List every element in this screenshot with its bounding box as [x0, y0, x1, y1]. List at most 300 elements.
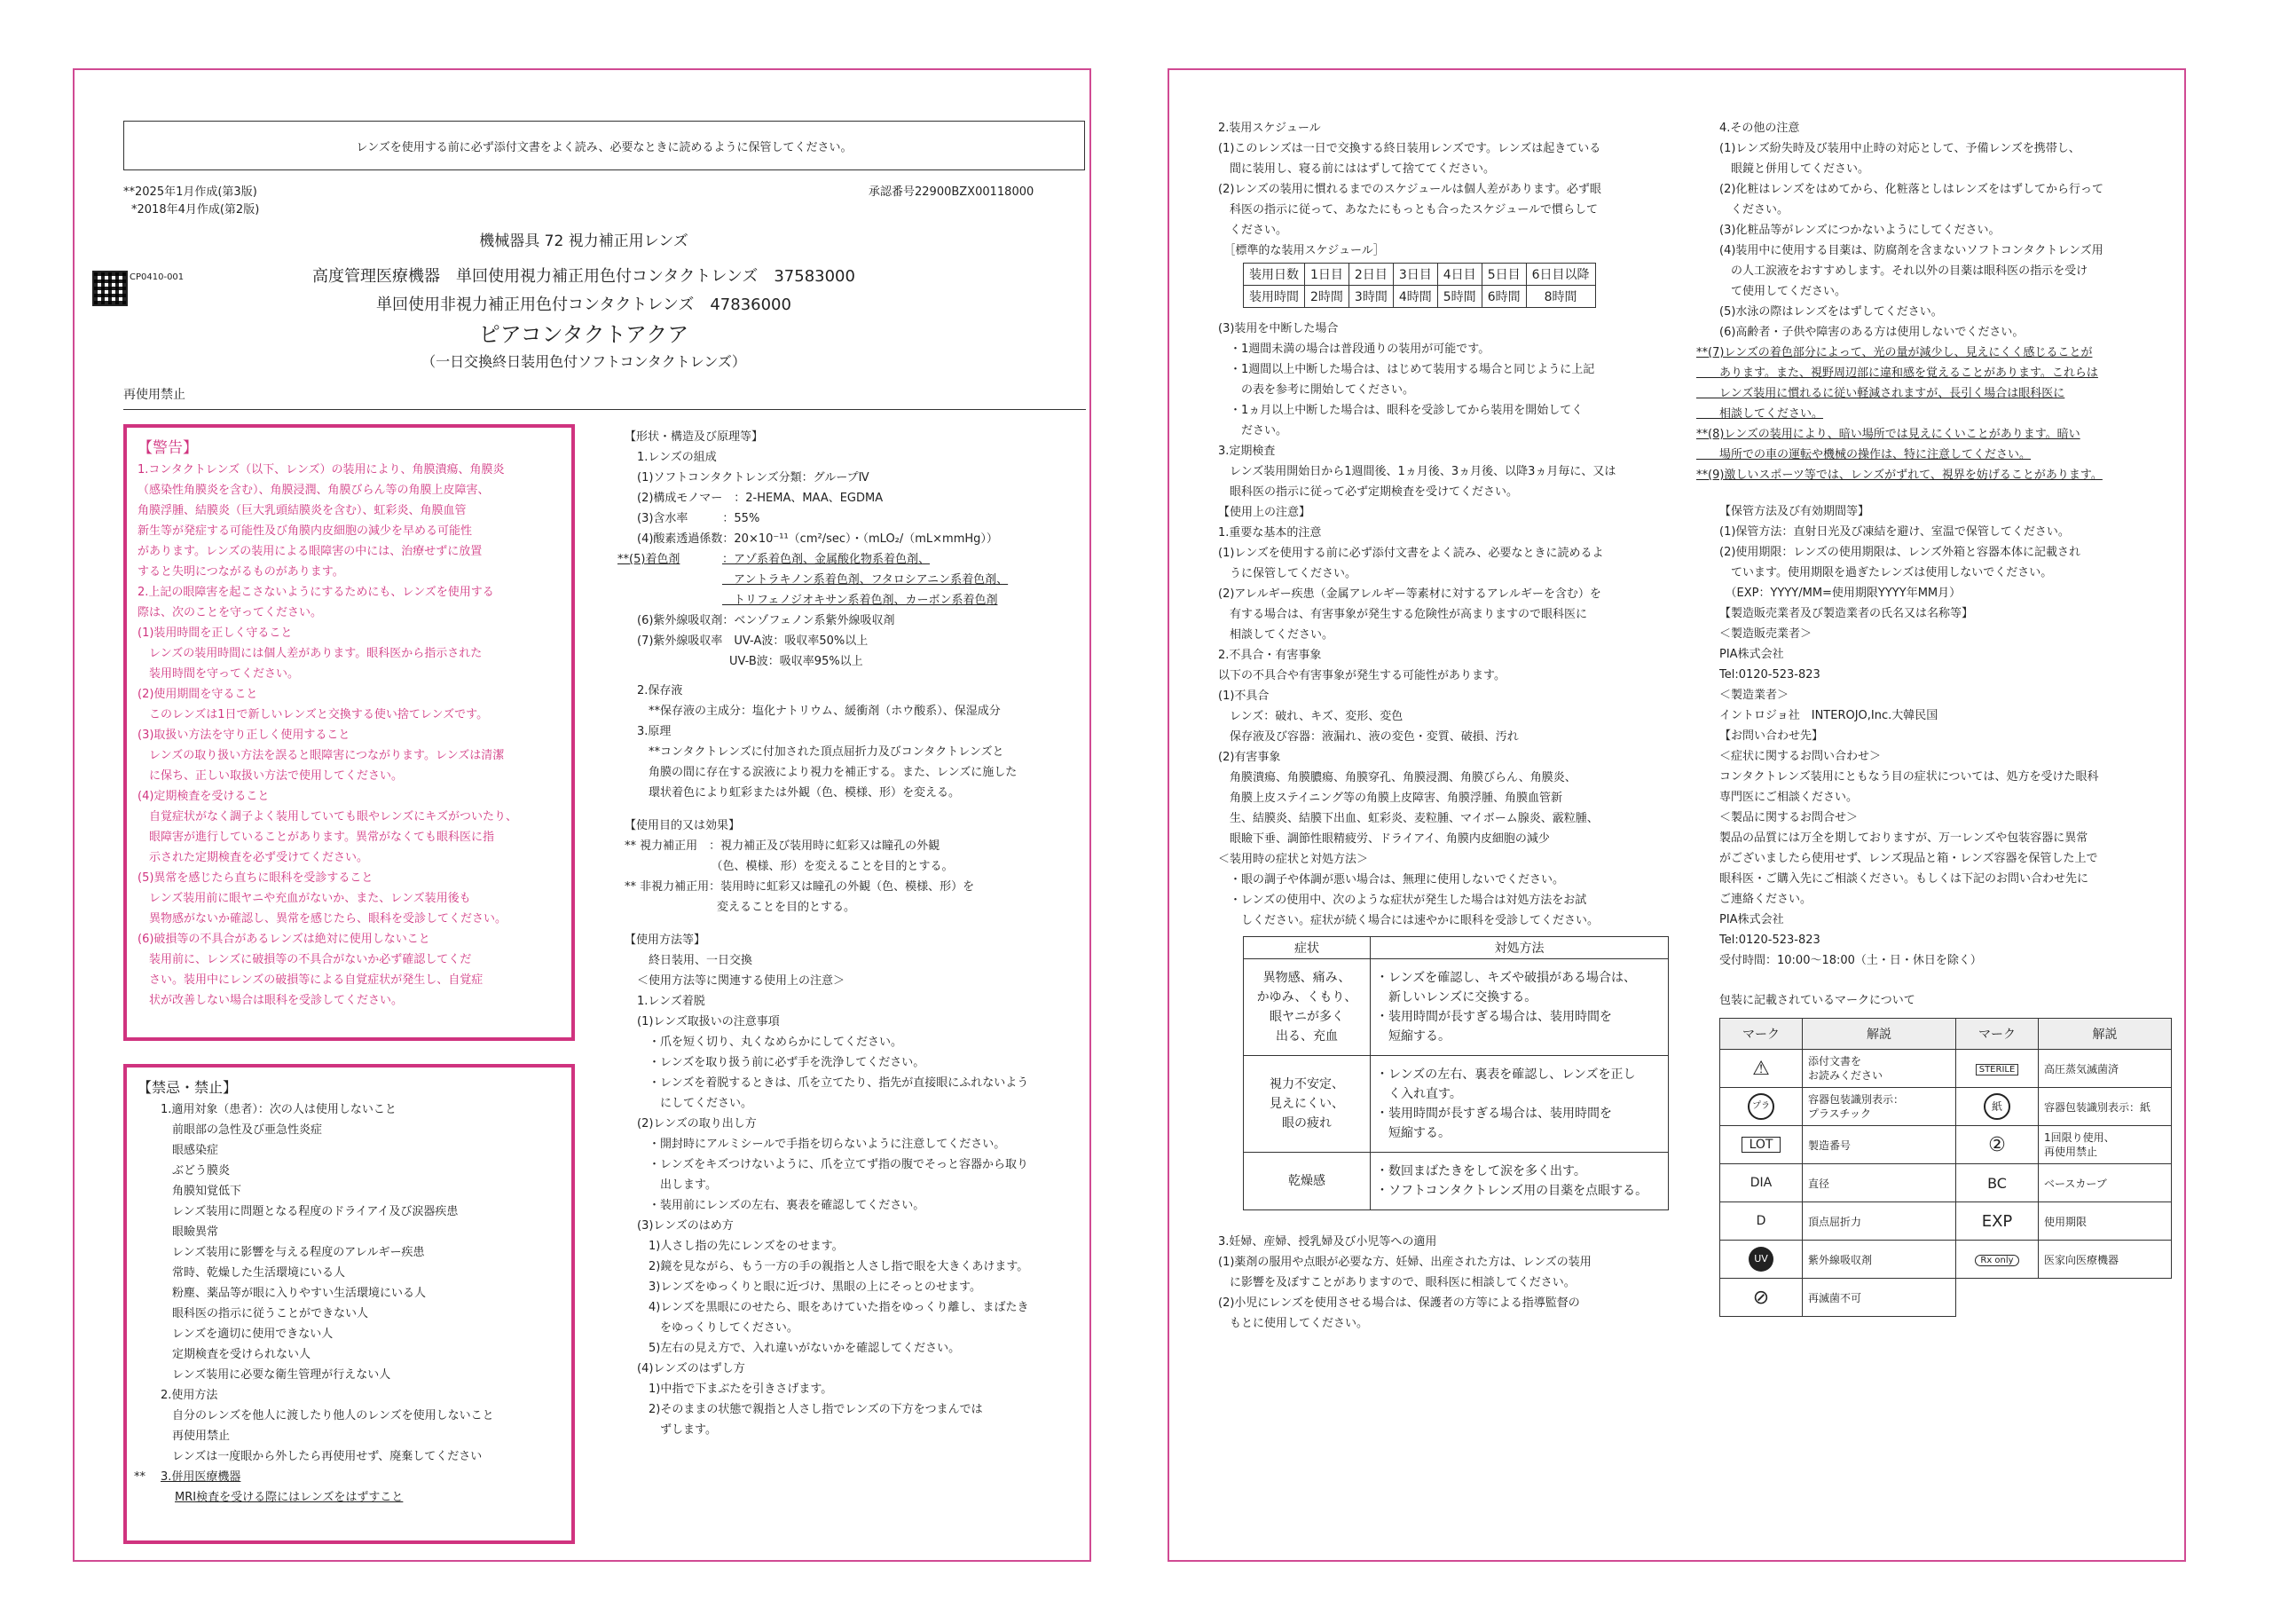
- storage-line: Tel:0120-523-823: [1719, 668, 1820, 682]
- symptom-text: かゆみ、くもり、: [1256, 990, 1357, 1005]
- mark-cell: [1956, 1241, 2039, 1279]
- table-cell: 装用日数: [1244, 264, 1305, 286]
- prohibition-line: 眼科医の指示に従うことができない人: [161, 1307, 369, 1320]
- warning-line: 2.上記の眼障害を起こさないようにするためにも、レンズを使用する: [138, 586, 494, 599]
- usage-line: 3)レンズをゆっくりと眼に近づけ、黒眼の上にそっとのせます。: [637, 1280, 981, 1294]
- shape-line: (4)酸素透過係数：20×10⁻¹¹（cm²/sec）・（mLO₂/（mL×mmHg））: [637, 532, 998, 546]
- warning-line: 眼障害が進行していることがあります。異常がなくても眼科医に指: [138, 831, 494, 844]
- storage-line: 眼科医・ご購入先にご相談ください。もしくは下記のお問い合わせ先に: [1719, 872, 2089, 886]
- symptom-text: 眼ヤニが多く: [1270, 1010, 1344, 1024]
- schedule-line: 1.重要な基本的注意: [1218, 526, 1322, 540]
- warning-line: 異物感がないか確認し、異常を感じたら、眼科を受診してください。: [138, 912, 507, 926]
- storage-line: 受付時間：10:00～18:00（土・日・休日を除く）: [1719, 954, 1982, 967]
- empty-cell: [2039, 1279, 2172, 1317]
- warning-line: 示された定期検査を必ず受けてください。: [138, 851, 369, 864]
- other-line: て使用してください。: [1719, 285, 1847, 298]
- prohibition-line: レンズ装用に必要な衛生管理が行えない人: [161, 1368, 391, 1382]
- schedule-line: 2.不具合・有害事象: [1218, 649, 1322, 662]
- prohibition-line: 前眼部の急性及び亜急性炎症: [161, 1123, 323, 1137]
- mark-desc: 添付文書を お読みください: [1803, 1050, 1956, 1088]
- schedule-line: レンズ：破れ、キズ、変形、変色: [1218, 710, 1404, 723]
- schedule-line: に影響を及ぼすことがありますので、眼科医に相談してください。: [1218, 1276, 1576, 1289]
- schedule-line: (1)このレンズは一日で交換する終日装用レンズです。レンズは起きている: [1218, 142, 1601, 155]
- table-row: [1720, 1088, 2172, 1126]
- prohibition-line: 眼感染症: [161, 1144, 219, 1157]
- usage-line: ＜使用方法等に関連する使用上の注意＞: [637, 974, 845, 988]
- warning-box: [123, 424, 575, 1041]
- usage-line: 4)レンズを黒眼にのせたら、眼をあけていた指をゆっくり離し、まばたき: [637, 1301, 1029, 1314]
- usage-line: (4)レンズのはずし方: [637, 1362, 745, 1375]
- paper-recycle-icon: 紙: [1984, 1093, 2010, 1120]
- approval-number: 承認番号22900BZX00118000: [869, 185, 1034, 199]
- purpose-line: 変えることを目的とする。: [625, 901, 856, 914]
- storage-list: [1719, 501, 2181, 971]
- plastic-recycle-icon: プラ: [1748, 1093, 1774, 1120]
- left-page: [73, 68, 1091, 1562]
- symptom-text: 異物感、痛み、: [1262, 971, 1351, 985]
- schedule-line: ください。: [1218, 224, 1288, 237]
- schedule-line: しください。症状が続く場合には速やかに眼科を受診してください。: [1218, 914, 1600, 927]
- storage-line: ご連絡ください。: [1719, 893, 1812, 906]
- usage-line: ・レンズを取り扱う前に必ず手を洗浄してください。: [637, 1056, 925, 1069]
- shape-line: (6)紫外線吸収剤：ベンゾフェノン系紫外線吸収剤: [637, 614, 895, 627]
- usage-line: ・爪を短く切り、丸くなめらかにしてください。: [637, 1036, 903, 1049]
- mark-desc: 再滅菌不可: [1803, 1279, 1956, 1317]
- starred-line: 相談してください。: [1696, 407, 1824, 421]
- storage-line: Tel:0120-523-823: [1719, 934, 1820, 947]
- sterile-icon: STERILE: [1976, 1064, 2019, 1075]
- shape-line: 1.レンズの組成: [637, 451, 717, 464]
- colorant-line: トリフェノジオキサン系着色剤、カーボン系着色剤: [722, 594, 998, 607]
- notice-text: レンズを使用する前に必ず添付文書をよく読み、必要なときに読めるように保管してください。: [356, 140, 853, 154]
- schedule-line: (1)薬剤の服用や点眼が必要な方、妊婦、出産された方は、レンズの装用: [1218, 1256, 1592, 1269]
- warning-line: (3)取扱い方法を守り正しく使用すること: [138, 729, 350, 742]
- symptom-text: 眼の疲れ: [1282, 1116, 1332, 1131]
- warning-line: レンズ装用前に眼ヤニや充血がないか、また、レンズ装用後も: [138, 892, 471, 905]
- usage-line: 1.レンズ着脱: [637, 995, 705, 1008]
- mark-desc: 頂点屈折力: [1803, 1202, 1956, 1241]
- starred-line: レンズ装用に慣れるに従い軽減されますが、長引く場合は眼科医に: [1696, 387, 2065, 400]
- purpose-line: ** 視力補正用 ：視力補正及び装用時に虹彩又は瞳孔の外観: [625, 839, 940, 853]
- table-row: [1244, 1153, 1669, 1210]
- colorant-line: アントラキノン系着色剤、フタロシアニン系着色剤、: [722, 573, 1009, 587]
- section-title: 【使用方法等】: [625, 934, 706, 947]
- schedule-line: 間に装用し、寝る前にははずして捨ててください。: [1218, 162, 1496, 176]
- caution-icon: ⚠: [1720, 1050, 1803, 1088]
- symptom-text: 乾燥感: [1288, 1174, 1325, 1188]
- schedule-line: (1)不具合: [1218, 689, 1270, 703]
- storage-line: ＜製造販売業者＞: [1719, 627, 1812, 641]
- warning-line: (6)破損等の不具合があるレンズは絶対に使用しないこと: [138, 933, 430, 946]
- warning-line: 装用時間を守ってください。: [138, 667, 300, 681]
- schedule-line: 相談してください。: [1218, 628, 1334, 642]
- table-row: [1720, 1202, 2172, 1241]
- product-subtitle: （一日交換終日装用色付ソフトコンタクトレンズ）: [421, 353, 746, 370]
- usage-line: 2)そのままの状態で親指と人さし指でレンズの下方をつまんでは: [637, 1403, 983, 1416]
- colorant-line: ：アゾ系着色剤、金属酸化物系着色剤、: [722, 553, 931, 566]
- starred-line: **(7)レンズの着色部分によって、光の量が減少し、見えにくく感じることが: [1696, 346, 2093, 359]
- prohibition-line: 定期検査を受けられない人: [161, 1348, 311, 1361]
- schedule-line: 眼科医の指示に従って必ず定期検査を受けてください。: [1218, 485, 1519, 499]
- schedule-table: [1243, 263, 1596, 308]
- storage-line: 【保管方法及び有効期間等】: [1719, 505, 1870, 518]
- section-title: 【形状・構造及び原理等】: [625, 430, 764, 444]
- prohibition-line: レンズは一度眼から外したら再使用せず、廃棄してください: [161, 1450, 483, 1463]
- prohibition-line: 粉塵、薬品等が眼に入りやすい生活環境にいる人: [161, 1287, 427, 1300]
- colorant-row: [617, 549, 1086, 611]
- usage-line: 出します。: [637, 1178, 717, 1192]
- schedule-line: 生、結膜炎、結膜下出血、虹彩炎、麦粒腫、マイボーム腺炎、霰粒腫、: [1218, 812, 1599, 825]
- table-header: 症状: [1244, 937, 1371, 959]
- shape-line: 角膜の間に存在する涙液により視力を補正する。また、レンズに施した: [637, 766, 1018, 779]
- storage-line: PIA株式会社: [1719, 648, 1784, 661]
- table-cell: 3時間: [1349, 286, 1393, 308]
- table-row: [1244, 264, 1596, 286]
- schedule-line: (2)有害事象: [1218, 751, 1281, 764]
- table-cell: 6日目以降: [1526, 264, 1595, 286]
- purpose-line: （色、模様、形）を変えることを目的とする。: [625, 860, 954, 873]
- shape-line: **保存液の主成分：塩化ナトリウム、緩衝剤（ホウ酸系）、保湿成分: [637, 705, 1001, 718]
- table-row: [1720, 1050, 2172, 1088]
- table-row: [1720, 1241, 2172, 1279]
- no-resterilize-icon: ⊘: [1720, 1279, 1803, 1317]
- warning-line: レンズの取り扱い方法を誤ると眼障害につながります。レンズは清潔: [138, 749, 505, 762]
- revision-1: **2025年1月作成(第3版): [123, 185, 257, 199]
- class-line-2: 単回使用非視力補正用色付コンタクトレンズ 47836000: [376, 295, 791, 314]
- warning-line: 装用前に、レンズに破損等の不具合がないか必ず確認してくだ: [138, 953, 472, 966]
- shape-section: [617, 427, 1086, 1440]
- usage-line: 5)左右の見え方で、入れ違いがないかを確認してください。: [637, 1342, 961, 1355]
- starred-line: **(8)レンズの装用により、暗い場所では見えにくいことがあります。暗い: [1696, 428, 2080, 441]
- warning-line: （感染性角膜炎を含む）、角膜浸潤、角膜びらん等の角膜上皮障害、: [138, 484, 490, 497]
- usage-line: (1)レンズ取扱いの注意事項: [637, 1015, 780, 1028]
- mark-desc: 紫外線吸収剤: [1803, 1241, 1956, 1279]
- section-title: 【使用目的又は効果】: [625, 819, 741, 832]
- storage-line: ＜製造業者＞: [1719, 689, 1789, 702]
- single-use-icon: ②: [1956, 1126, 2039, 1164]
- other-line: (5)水泳の際はレンズをはずしてください。: [1719, 305, 1943, 319]
- schedule-line: 角膜潰瘍、角膜膿瘍、角膜穿孔、角膜浸潤、角膜びらん、角膜炎、: [1218, 771, 1577, 784]
- storage-line: (1)保管方法：直射日光及び凍結を避け、室温で保管してください。: [1719, 525, 2070, 539]
- schedule-line: ・1週間未満の場合は普段通りの装用が可能です。: [1218, 343, 1490, 356]
- table-cell: 2日目: [1349, 264, 1393, 286]
- shape-line: 2.保存液: [637, 684, 683, 697]
- mark-desc: 直径: [1803, 1164, 1956, 1202]
- usage-line: ・装用前にレンズの左右、裏表を確認してください。: [637, 1199, 925, 1212]
- action-cell: [1371, 1056, 1669, 1153]
- mark-desc: 高圧蒸気滅菌済: [2039, 1050, 2172, 1088]
- action-text: ・レンズを確認し、キズや破損がある場合は、: [1376, 971, 1636, 985]
- schedule-line: 【使用上の注意】: [1218, 506, 1311, 519]
- table-row: [1720, 1164, 2172, 1202]
- usage-line: ・レンズを着脱するときは、爪を立てたり、指先が直接眼にふれないよう: [637, 1076, 1029, 1090]
- starred-line: **(9)激しいスポーツ等では、レンズがずれて、視界を妨げることがあります。: [1696, 469, 2103, 482]
- prohibition-list: [134, 1099, 561, 1508]
- table-cell: 装用時間: [1244, 286, 1305, 308]
- warning-title: 【警告】: [138, 439, 198, 457]
- table-cell: 1日目: [1305, 264, 1349, 286]
- starred-line: 場所での車の運転や機械の操作は、特に注意してください。: [1696, 448, 2032, 461]
- table-header: マーク: [1956, 1019, 2039, 1050]
- schedule-section: [1218, 118, 1679, 1334]
- schedule-line: (2)小児にレンズを使用させる場合は、保護者の方等による指導監督の: [1218, 1296, 1580, 1310]
- warning-line: (5)異常を感じたら直ちに眼科を受診すること: [138, 871, 373, 885]
- schedule-line: もとに使用してください。: [1218, 1317, 1369, 1330]
- class-line-1: 高度管理医療機器 単回使用視力補正用色付コンタクトレンズ 37583000: [312, 267, 855, 286]
- other-line: (4)装用中に使用する目薬は、防腐剤を含まないソフトコンタクトレンズ用: [1719, 244, 2103, 257]
- schedule-line: (1)レンズを使用する前に必ず添付文書をよく読み、必要なときに読めるよ: [1218, 547, 1604, 560]
- rx-only-icon: Rx only: [1975, 1255, 2018, 1266]
- schedule-line: ・眼の調子や体調が悪い場合は、無理に使用しないでください。: [1218, 873, 1565, 886]
- shape-line: 3.原理: [637, 725, 672, 738]
- warning-line: 状が改善しない場合は眼科を受診してください。: [138, 994, 404, 1007]
- mark-cell: [1956, 1088, 2039, 1126]
- action-cell: [1371, 1153, 1669, 1210]
- schedule-line: ・1ヵ月以上中断した場合は、眼科を受診してから装用を開始してく: [1218, 404, 1584, 417]
- schedule-line: 科医の指示に従って、あなたにもっとも合ったスケジュールで慣らして: [1218, 203, 1598, 217]
- schedule-line: 3.妊婦、産婦、授乳婦及び小児等への適用: [1218, 1235, 1437, 1249]
- shape-line: UV-B波：吸収率95%以上: [637, 655, 863, 668]
- other-line: (3)化粧品等がレンズにつかないようにしてください。: [1719, 224, 2001, 237]
- schedule-line: 保存液及び容器：液漏れ、液の変色・変質、破損、汚れ: [1218, 730, 1519, 744]
- usage-line: 1)人さし指の先にレンズをのせます。: [637, 1240, 844, 1253]
- shape-body: [617, 447, 1086, 803]
- mark-cell: [1720, 1126, 1803, 1164]
- usage-line: にしてください。: [637, 1097, 753, 1110]
- storage-line: ています。使用期限を過ぎたレンズは使用しないでください。: [1719, 566, 2053, 579]
- action-text: ・装用時間が長すぎる場合は、装用時間を: [1376, 1107, 1612, 1121]
- table-cell: 4時間: [1393, 286, 1437, 308]
- other-line: (1)レンズ紛失時及び装用中止時の対応として、予備レンズを携帯し、: [1719, 142, 2080, 155]
- schedule-line: レンズ装用開始日から1週間後、1ヵ月後、3ヵ月後、以降3ヵ月毎に、又は: [1218, 465, 1616, 478]
- schedule-line: ＜装用時の症状と対処方法＞: [1218, 853, 1369, 866]
- storage-line: コンタクトレンズ装用にともなう目の症状については、処方を受けた眼科: [1719, 770, 2099, 784]
- table-row: [1720, 1279, 2172, 1317]
- warning-line: に保ち、正しい取扱い方法で使用してください。: [138, 769, 404, 783]
- warning-line: 角膜浮腫、結膜炎（巨大乳頭結膜炎を含む）、虹彩炎、角膜血管: [138, 504, 467, 517]
- schedule-line: 2.装用スケジュール: [1218, 122, 1321, 135]
- usage-line: 1)中指で下まぶたを引きさげます。: [637, 1383, 833, 1396]
- other-line: ください。: [1719, 203, 1789, 217]
- schedule-line: 眼瞼下垂、調節性眼精疲労、ドライアイ、角膜内皮細胞の減少: [1218, 832, 1550, 846]
- shape-line: (2)構成モノマー ：2-HEMA、MAA、EGDMA: [637, 492, 884, 505]
- schedule-line: ［標準的な装用スケジュール］: [1218, 244, 1385, 257]
- table-cell: 6時間: [1482, 286, 1526, 308]
- action-text: 短縮する。: [1376, 1029, 1451, 1044]
- symptom-text: 見えにくい、: [1270, 1097, 1344, 1111]
- symptom-table: [1243, 936, 1669, 1210]
- warning-list: [138, 460, 561, 1011]
- marks-title: 包装に記載されているマークについて: [1719, 994, 1915, 1007]
- mark-desc: 医家向医療機器: [2039, 1241, 2172, 1279]
- prohibition-line: レンズ装用に影響を与える程度のアレルギー疾患: [161, 1246, 425, 1259]
- dia-icon: DIA: [1720, 1164, 1803, 1202]
- mark-cell: [1956, 1050, 2039, 1088]
- usage-line: ずします。: [637, 1423, 717, 1437]
- prohibition-line: 常時、乾燥した生活環境にいる人: [161, 1266, 346, 1280]
- warning-line: (4)定期検査を受けること: [138, 790, 270, 803]
- schedule-line: (2)レンズの装用に慣れるまでのスケジュールは個人差があります。必ず眼: [1218, 183, 1601, 196]
- storage-line: 【お問い合わせ先】: [1719, 729, 1824, 743]
- starred-list: [1696, 343, 2181, 485]
- table-header: マーク: [1720, 1019, 1803, 1050]
- schedule-line: ・レンズの使用中、次のような症状が発生した場合は対処方法をお試: [1218, 894, 1587, 907]
- usage-line: ・開封時にアルミシールで手指を切らないように注意してください。: [637, 1138, 1006, 1151]
- mark-cell: [1720, 1241, 1803, 1279]
- table-row: [1244, 1056, 1669, 1153]
- product-code: CP0410-001: [130, 272, 185, 282]
- warning-line: があります。レンズの装用による眼障害の中には、治療せずに放置: [138, 545, 483, 558]
- usage-line: ・レンズをキズつけないように、爪を立てず指の腹でそっと容器から取り: [637, 1158, 1029, 1171]
- mark-desc: 容器包装識別表示： プラスチック: [1803, 1088, 1956, 1126]
- mark-desc: 製造番号: [1803, 1126, 1956, 1164]
- schedule-line: 以下の不具合や有害事象が発生する可能性があります。: [1218, 669, 1506, 682]
- action-text: ・レンズの左右、裏表を確認し、レンズを正し: [1376, 1068, 1636, 1082]
- mark-desc: 使用期限: [2039, 1202, 2172, 1241]
- other-line: の人工涙液をおすすめします。それ以外の目薬は眼科医の指示を受け: [1719, 264, 2088, 278]
- warning-line: 際は、次のことを守ってください。: [138, 606, 323, 619]
- prohibition-line: 眼瞼異常: [161, 1225, 219, 1239]
- table-row: [1244, 959, 1669, 1056]
- shape-line: (7)紫外線吸収率 UV-A波：吸収率50%以上: [637, 634, 869, 648]
- table-cell: 5日目: [1482, 264, 1526, 286]
- warning-line: 新生等が発症する可能性及び角膜内皮細胞の減少を早める可能性: [138, 524, 473, 538]
- usage-line: をゆっくりしてください。: [637, 1321, 798, 1335]
- exp-icon: EXP: [1956, 1202, 2039, 1241]
- right-page: [1168, 68, 2186, 1562]
- storage-line: (2)使用期限：レンズの使用期限は、レンズ外箱と容器本体に記載され: [1719, 546, 2080, 559]
- bc-icon: BC: [1956, 1164, 2039, 1202]
- action-cell: [1371, 959, 1669, 1056]
- usage-line: (2)レンズの取り出し方: [637, 1117, 757, 1131]
- prohibition-line: 自分のレンズを他人に渡したり他人のレンズを使用しないこと: [161, 1409, 494, 1422]
- symptom-cell: [1244, 1153, 1371, 1210]
- other-section: [1696, 118, 2181, 1317]
- empty-cell: [1956, 1279, 2039, 1317]
- action-text: ・ソフトコンタクトレンズ用の目薬を点眼する。: [1376, 1184, 1648, 1198]
- schedule-line: 角膜上皮ステイニング等の角膜上皮障害、角膜浮腫、角膜血管新: [1218, 792, 1563, 805]
- symptom-cell: [1244, 959, 1371, 1056]
- colorant-list: [722, 549, 1008, 611]
- shape-line: 環状着色により虹彩または外観（色、模様、形）を変える。: [637, 786, 961, 800]
- table-cell: 3日目: [1393, 264, 1437, 286]
- storage-line: がございましたら使用せず、レンズ現品と箱・レンズ容器を保管した上で: [1719, 852, 2098, 865]
- schedule-line: (2)アレルギー疾患（金属アレルギー等素材に対するアレルギーを含む）を: [1218, 587, 1601, 601]
- schedule-line: ださい。: [1218, 424, 1288, 437]
- table-row: [1720, 1019, 2172, 1050]
- warning-line: レンズの装用時間には個人差があります。眼科医から指示された: [138, 647, 483, 660]
- table-header: 対処方法: [1371, 937, 1669, 959]
- revision-2: *2018年4月作成(第2版): [131, 203, 260, 217]
- mark-cell: [1720, 1088, 1803, 1126]
- schedule-line: 有する場合は、有害事象が発生する危険性が高まりますので眼科医に: [1218, 608, 1588, 621]
- storage-line: イントロジョ社 INTEROJO,Inc.大韓民国: [1719, 709, 1938, 722]
- purpose-body: [625, 836, 1086, 918]
- schedule-line: (3)装用を中断した場合: [1218, 322, 1339, 335]
- usage-body: [625, 950, 1086, 1440]
- warning-line: (2)使用期間を守ること: [138, 688, 258, 701]
- mark-desc: 容器包装識別表示：紙: [2039, 1088, 2172, 1126]
- table-cell: 4日目: [1437, 264, 1482, 286]
- schedule-line: の表を参考に開始してください。: [1218, 383, 1415, 397]
- marks-table: [1719, 1018, 2172, 1317]
- other-line: (6)高齢者・子供や障害のある方は使用しないでください。: [1719, 326, 2025, 339]
- storage-line: （EXP：YYYY/MM=使用期限YYYY年MM月）: [1719, 587, 1962, 600]
- warning-line: 自覚症状がなく調子よく装用していても眼やレンズにキズがついたり、: [138, 810, 518, 823]
- action-text: 短縮する。: [1376, 1126, 1451, 1140]
- storage-line: PIA株式会社: [1719, 913, 1784, 926]
- shape-line: (1)ソフトコンタクトレンズ分類：グループⅣ: [637, 471, 869, 485]
- revision-mark: **: [134, 1470, 145, 1484]
- table-row: [1244, 286, 1596, 308]
- prohibition-line: 1.適用対象（患者）：次の人は使用しないこと: [161, 1103, 397, 1116]
- uv-icon: UV: [1749, 1247, 1773, 1272]
- storage-line: 専門医にご相談ください。: [1719, 791, 1859, 804]
- schedule-line: うに保管してください。: [1218, 567, 1357, 580]
- starred-line: あります。また、視野周辺部に違和感を覚えることがあります。これらは: [1696, 366, 2098, 380]
- usage-line: (3)レンズのはめ方: [637, 1219, 734, 1233]
- table-cell: 8時間: [1526, 286, 1595, 308]
- mark-desc: 1回限り使用、 再使用禁止: [2039, 1126, 2172, 1164]
- table-row: [1720, 1126, 2172, 1164]
- warning-line: さい。装用中にレンズの破損等による自覚症状が発生し、自覚症: [138, 973, 484, 987]
- lot-icon: LOT: [1742, 1137, 1781, 1153]
- storage-line: ＜製品に関するお問合せ＞: [1719, 811, 1859, 824]
- action-text: 新しいレンズに交換する。: [1376, 990, 1537, 1005]
- shape-line: **コンタクトレンズに付加された頂点屈折力及びコンタクトレンズと: [637, 745, 1004, 759]
- table-cell: 5時間: [1437, 286, 1482, 308]
- warning-line: このレンズは1日で新しいレンズと交換する使い捨てレンズです。: [138, 708, 489, 721]
- prohibition-line: MRI検査を受ける際にはレンズをはずすこと: [175, 1491, 404, 1504]
- warning-line: (1)装用時間を正しく守ること: [138, 626, 293, 640]
- table-header: 解説: [2039, 1019, 2172, 1050]
- prohibition-line: 角膜知覚低下: [161, 1185, 242, 1198]
- action-text: ・数回まばたきをして涙を多く出す。: [1376, 1164, 1586, 1178]
- action-text: く入れ直す。: [1376, 1087, 1462, 1101]
- table-header: 解説: [1803, 1019, 1956, 1050]
- symptom-text: 出る、充血: [1276, 1029, 1338, 1044]
- table-cell: 2時間: [1305, 286, 1349, 308]
- warning-line: すると失明につながるものがあります。: [138, 565, 344, 579]
- mark-desc: ベースカーブ: [2039, 1164, 2172, 1202]
- header-divider: [123, 409, 1086, 410]
- prohibition-line: 再使用禁止: [161, 1430, 231, 1443]
- no-reuse: 再使用禁止: [123, 388, 185, 402]
- notice-box: [123, 121, 1085, 170]
- prohibition-item-3: [134, 1467, 561, 1487]
- other-line: (2)化粧はレンズをはめてから、化粧落としはレンズをはずしてから行って: [1719, 183, 2103, 196]
- schedule-line: ・1週間以上中断した場合は、はじめて装用する場合と同じように上記: [1218, 363, 1595, 376]
- action-text: ・装用時間が長すぎる場合は、装用時間を: [1376, 1010, 1612, 1024]
- shape-line: (3)含水率 ：55%: [637, 512, 760, 525]
- symptom-cell: [1244, 1056, 1371, 1153]
- device-category: 機械器具 72 視力補正用レンズ: [479, 232, 688, 250]
- colorant-label: **(5)着色剤: [617, 553, 680, 566]
- diopter-icon: D: [1720, 1202, 1803, 1241]
- prohibition-title: 【禁忌・禁止】: [138, 1079, 238, 1096]
- purpose-line: ** 非視力補正用：装用時に虹彩又は瞳孔の外観（色、模様、形）を: [625, 880, 975, 894]
- symptom-text: 視力不安定、: [1270, 1077, 1344, 1091]
- storage-line: 【製造販売業者及び製造業者の氏名又は名称等】: [1719, 607, 1974, 620]
- storage-line: ＜症状に関するお問い合わせ＞: [1719, 750, 1882, 763]
- product-name: ピアコンタクトアクア: [478, 322, 689, 347]
- other-line: 4.その他の注意: [1719, 122, 1800, 135]
- prohibition-line: 3.併用医療機器: [161, 1470, 241, 1484]
- usage-line: 2)鏡を見ながら、もう一方の手の親指と人さし指で眼を大きくあけます。: [637, 1260, 1029, 1273]
- storage-line: 製品の品質には万全を期しておりますが、万一レンズや包装容器に異常: [1719, 831, 2088, 845]
- warning-line: 1.コンタクトレンズ（以下、レンズ）の装用により、角膜潰瘍、角膜炎: [138, 463, 505, 477]
- prohibition-box: [123, 1064, 575, 1544]
